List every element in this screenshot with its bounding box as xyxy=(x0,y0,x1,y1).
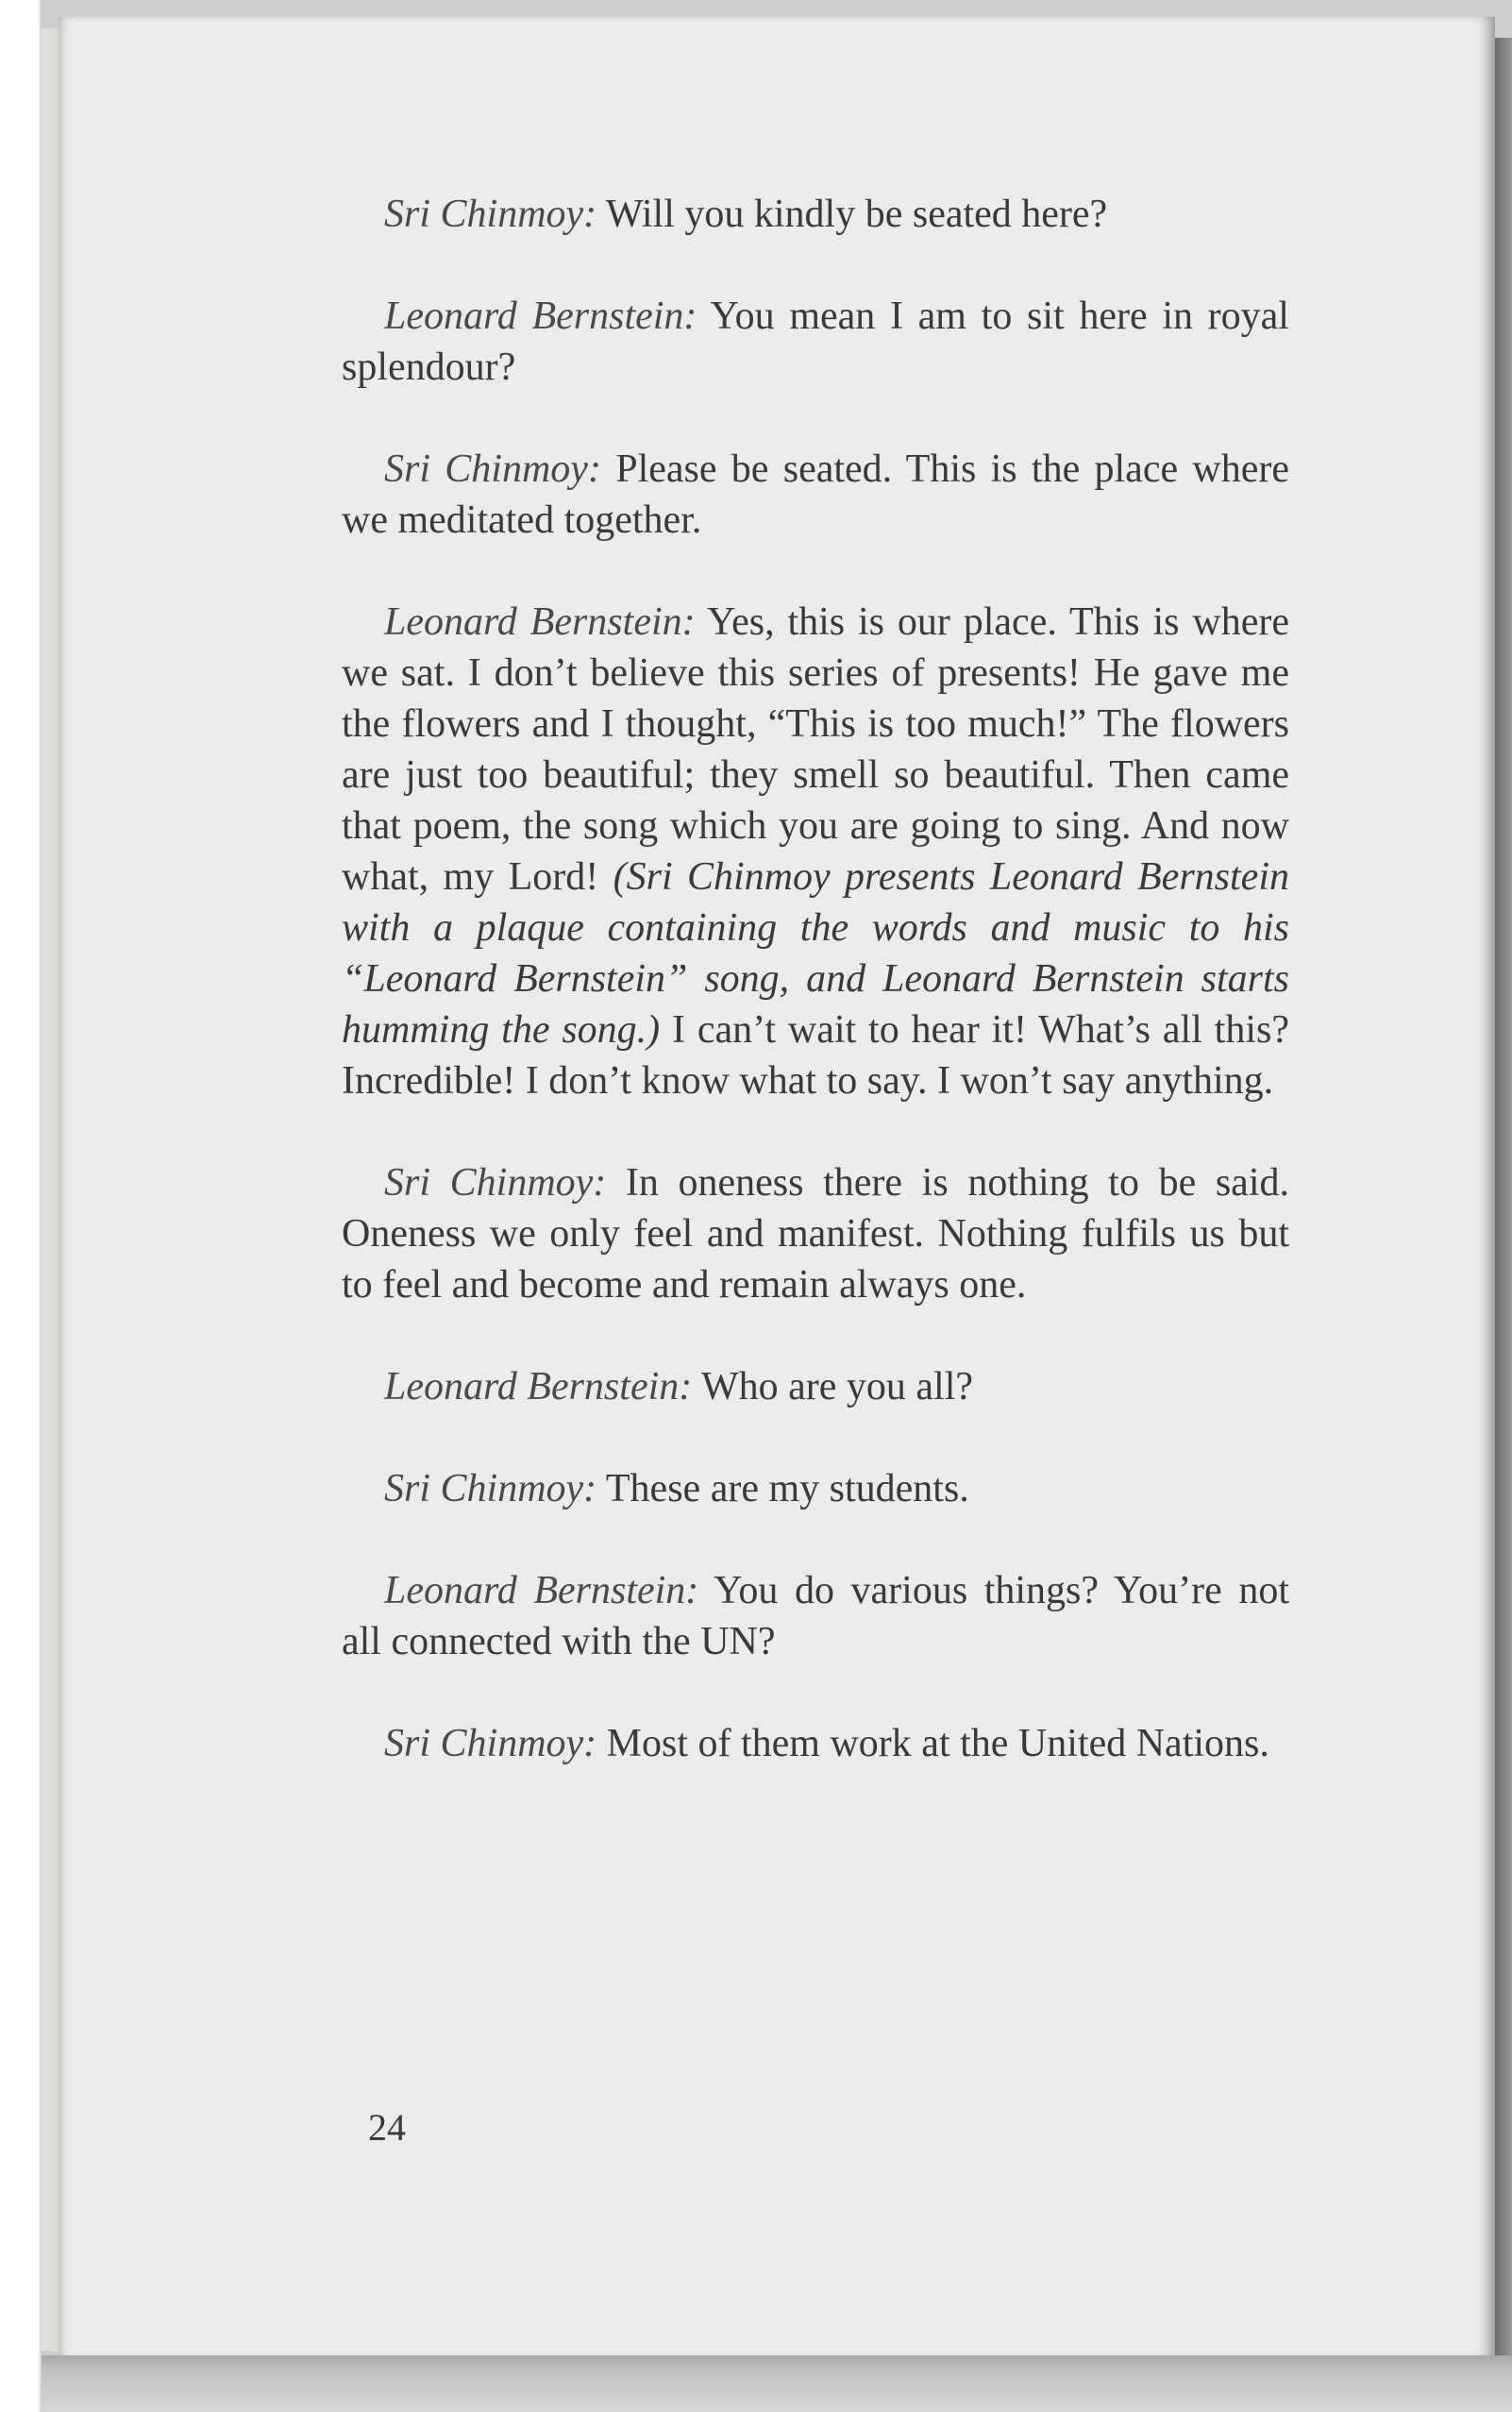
speaker-name: Leonard Bernstein: xyxy=(384,600,696,644)
page-number: 24 xyxy=(368,2106,406,2149)
speaker-name: Sri Chinmoy: xyxy=(384,193,597,236)
dialogue-text xyxy=(342,189,1289,1820)
dialogue-paragraph xyxy=(342,1157,1289,1310)
dialogue-paragraph xyxy=(342,444,1289,546)
dialogue-line: You do various things? You’re not all connected with the UN? xyxy=(342,1569,1289,1663)
dialogue-paragraph xyxy=(342,1718,1289,1769)
dialogue-line: Yes, this is our place. This is where we sat. I don’t believe this series of presents! He gave me the flowers and I thought, “This is too much!” The flowers are just too beautiful; they smell so beautiful. Then came that poem, the song which you are going to sing. And now what, my Lord! xyxy=(342,600,1289,899)
dialogue-line: I can’t wait to hear it! What’s all this? Incredible! I don’t know what to say. I won’t say anything. xyxy=(342,1008,1290,1103)
stage-direction: (Sri Chinmoy presents Leonard Bernstein with a plaque containing the words and music to his “Leonard Bernstein” song, and Leonard Bernstein starts humming the song.) xyxy=(342,855,1289,1052)
page-right-shadow xyxy=(1495,38,1512,2379)
dialogue-line: Who are you all? xyxy=(701,1365,974,1408)
dialogue-line: In oneness there is nothing to be said. Oneness we only feel and manifest. Nothing fulfils us but to feel and become and remain always one. xyxy=(342,1161,1289,1307)
speaker-name: Leonard Bernstein: xyxy=(384,1365,693,1408)
speaker-name: Leonard Bernstein: xyxy=(384,1569,699,1612)
dialogue-paragraph xyxy=(342,1463,1289,1514)
dialogue-paragraph xyxy=(342,597,1289,1106)
dialogue-line: Most of them work at the United Nations. xyxy=(606,1722,1269,1765)
page-binding-edge xyxy=(42,28,60,2351)
speaker-name: Sri Chinmoy: xyxy=(384,1161,607,1205)
dialogue-paragraph xyxy=(342,1361,1289,1412)
dialogue-line: These are my students. xyxy=(605,1467,969,1510)
dialogue-paragraph xyxy=(342,189,1289,240)
dialogue-paragraph xyxy=(342,291,1289,393)
speaker-name: Sri Chinmoy: xyxy=(384,1722,597,1765)
dialogue-line: Please be seated. This is the place where we meditated together. xyxy=(342,447,1289,542)
page-bottom-edge xyxy=(42,2355,1512,2412)
dialogue-line: Will you kindly be seated here? xyxy=(605,193,1108,236)
dialogue-paragraph xyxy=(342,1565,1289,1667)
speaker-name: Sri Chinmoy: xyxy=(384,1467,597,1510)
speaker-name: Sri Chinmoy: xyxy=(384,447,601,491)
dialogue-line: You mean I am to sit here in royal splendour? xyxy=(342,295,1289,389)
speaker-name: Leonard Bernstein: xyxy=(384,295,697,338)
